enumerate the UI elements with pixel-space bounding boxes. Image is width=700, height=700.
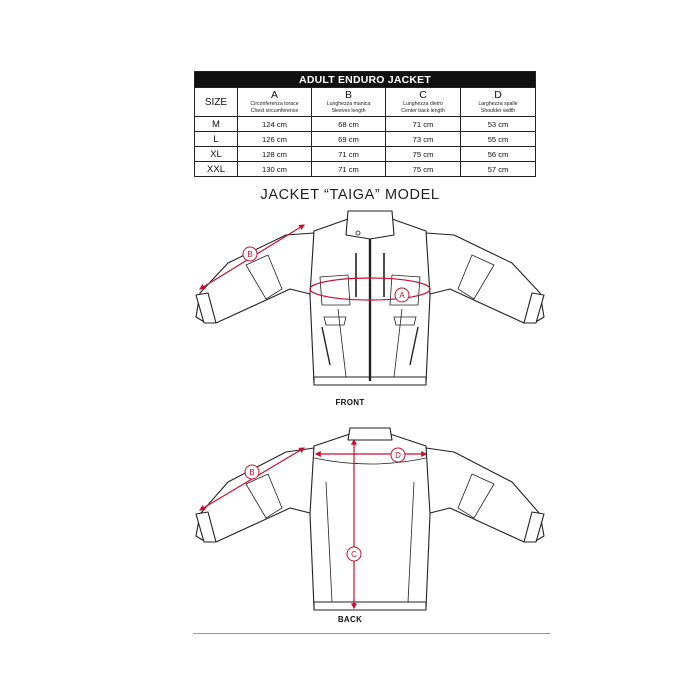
size-cell: XXL [195,162,238,177]
marker-b-label: B [249,468,255,477]
column-header-d [461,88,536,117]
table-row [195,132,536,147]
table-row [195,162,536,177]
table-cell: 75 cm [386,162,461,177]
table-cell: 71 cm [312,162,386,177]
column-label-italian: Circonferenza torace [250,101,299,107]
column-label-english: Sleeves length [331,107,366,114]
marker-a-label: A [399,291,405,300]
table-cell: 71 cm [386,117,461,132]
column-label-italian: Larghezza spalle [478,101,518,107]
table-row [195,117,536,132]
table-cell: 68 cm [312,117,386,132]
divider [193,633,550,634]
table-cell: 57 cm [461,162,536,177]
column-label-italian: Lunghezza dietro [403,101,443,107]
column-label-english: Chest circumference [250,107,299,114]
table-row [195,147,536,162]
column-header-a [238,88,312,117]
marker-c-label: C [351,550,357,559]
table-cell: 56 cm [461,147,536,162]
model-title: JACKET “TAIGA” MODEL [260,187,440,203]
column-letter: A [270,89,278,101]
table-cell: 128 cm [238,147,312,162]
back-view-label: BACK [337,615,363,624]
table-cell: 75 cm [386,147,461,162]
size-cell: L [195,132,238,147]
size-chart-table [194,71,536,177]
table-cell: 69 cm [312,132,386,147]
marker-d-label: D [395,451,401,460]
table-cell: 73 cm [386,132,461,147]
table-cell: 71 cm [312,147,386,162]
table-cell: 126 cm [238,132,312,147]
marker-b-label: B [247,250,253,259]
column-letter: B [344,89,352,101]
column-header-b [312,88,386,117]
size-cell: M [195,117,238,132]
column-label-english: Center back length [401,107,445,114]
front-view-label: FRONT [335,398,365,407]
column-letter: D [494,89,502,101]
size-column-header: SIZE [195,88,238,117]
table-cell: 124 cm [238,117,312,132]
column-label-italian: Lunghezza manica [326,101,371,107]
column-header-c [386,88,461,117]
jacket-back-drawing [186,422,554,627]
table-cell: 55 cm [461,132,536,147]
table-title: ADULT ENDURO JACKET [195,72,536,88]
table-cell: 53 cm [461,117,536,132]
jacket-back-outline [196,428,544,610]
table-cell: 130 cm [238,162,312,177]
column-label-english: Shoulder width [480,107,516,114]
jacket-front-drawing [186,205,554,405]
column-letter: C [419,89,427,101]
size-cell: XL [195,147,238,162]
